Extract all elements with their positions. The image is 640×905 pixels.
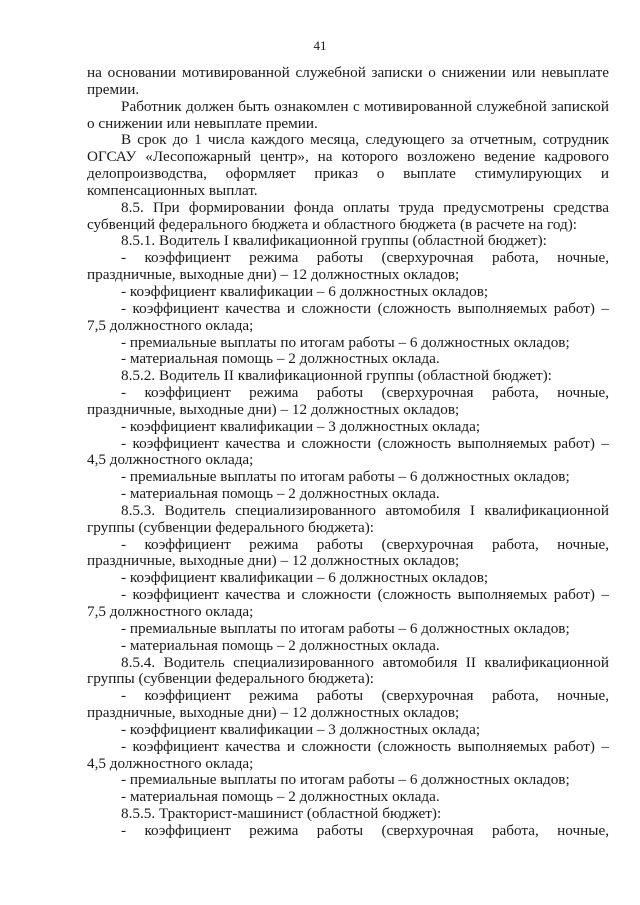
- page-number: 41: [313, 38, 327, 53]
- paragraph: - коэффициент режима работы (сверхурочная работа, ночные, праздничные, выходные дни) – 12 должностных окладов;: [87, 535, 609, 570]
- paragraph: - коэффициент режима работы (сверхурочная работа, ночные, праздничные, выходные дни) – 12 должностных окладов;: [87, 249, 609, 284]
- paragraph: 8.5.2. Водитель II квалификационной группы (областной бюджет):: [121, 367, 552, 385]
- document-body: [87, 65, 609, 840]
- paragraph: 8.5.3. Водитель специализированного автомобиля I квалификационной группы (субвенции федерального бюджета):: [87, 501, 609, 536]
- paragraph: - премиальные выплаты по итогам работы – 6 должностных окладов;: [121, 771, 570, 789]
- paragraph: 8.5.4. Водитель специализированного автомобиля II квалификационной группы (субвенции федерального бюджета):: [87, 653, 609, 688]
- paragraph: - коэффициент качества и сложности (сложность выполняемых работ) – 4,5 должностного оклада;: [87, 737, 609, 772]
- paragraph: - материальная помощь – 2 должностных оклада.: [121, 788, 440, 806]
- paragraph: - коэффициент квалификации – 3 должностных оклада;: [121, 417, 481, 435]
- paragraph: - коэффициент качества и сложности (сложность выполняемых работ) – 7,5 должностного оклада;: [87, 586, 609, 620]
- paragraph: 8.5.5. Тракторист-машинист (областной бюджет):: [121, 805, 442, 823]
- paragraph: на основании мотивированной служебной записки о снижении или невыплате премии.: [87, 64, 609, 98]
- paragraph: - коэффициент качества и сложности (сложность выполняемых работ) – 4,5 должностного оклада;: [87, 434, 609, 469]
- paragraph: В срок до 1 числа каждого месяца, следующего за отчетным, сотрудник ОГСАУ «Лесопожарный центр», на которого возложено ведение кадрового делопроизводства, оформляет приказ о выплате стимулирующих и компенсационных выплат.: [87, 131, 609, 199]
- paragraph: - коэффициент качества и сложности (сложность выполняемых работ) – 7,5 должностного оклада;: [87, 299, 609, 334]
- paragraph: - коэффициент квалификации – 3 должностных оклада;: [121, 720, 481, 738]
- paragraph: - коэффициент режима работы (сверхурочная работа, ночные,: [121, 821, 609, 839]
- paragraph: - материальная помощь – 2 должностных оклада.: [121, 350, 440, 368]
- paragraph: - коэффициент квалификации – 6 должностных окладов;: [121, 569, 489, 587]
- paragraph: - премиальные выплаты по итогам работы – 6 должностных окладов;: [121, 468, 570, 486]
- paragraph: - коэффициент режима работы (сверхурочная работа, ночные, праздничные, выходные дни) – 12 должностных окладов;: [87, 687, 609, 722]
- paragraph: 8.5.1. Водитель I квалификационной группы (областной бюджет):: [121, 232, 547, 250]
- paragraph: - коэффициент режима работы (сверхурочная работа, ночные, праздничные, выходные дни) – 12 должностных окладов;: [87, 384, 609, 418]
- paragraph: - премиальные выплаты по итогам работы – 6 должностных окладов;: [121, 619, 570, 637]
- paragraph: - премиальные выплаты по итогам работы – 6 должностных окладов;: [121, 333, 570, 351]
- paragraph: Работник должен быть ознакомлен с мотивированной служебной запиской о снижении или невыплате премии.: [87, 97, 609, 132]
- paragraph: - материальная помощь – 2 должностных оклада.: [121, 485, 440, 503]
- paragraph: - материальная помощь – 2 должностных оклада.: [121, 636, 440, 654]
- paragraph: - коэффициент квалификации – 6 должностных окладов;: [121, 282, 489, 300]
- paragraph: 8.5. При формировании фонда оплаты труда предусмотрены средства субвенций федерального бюджета и областного бюджета (в расчете на год):: [87, 198, 609, 233]
